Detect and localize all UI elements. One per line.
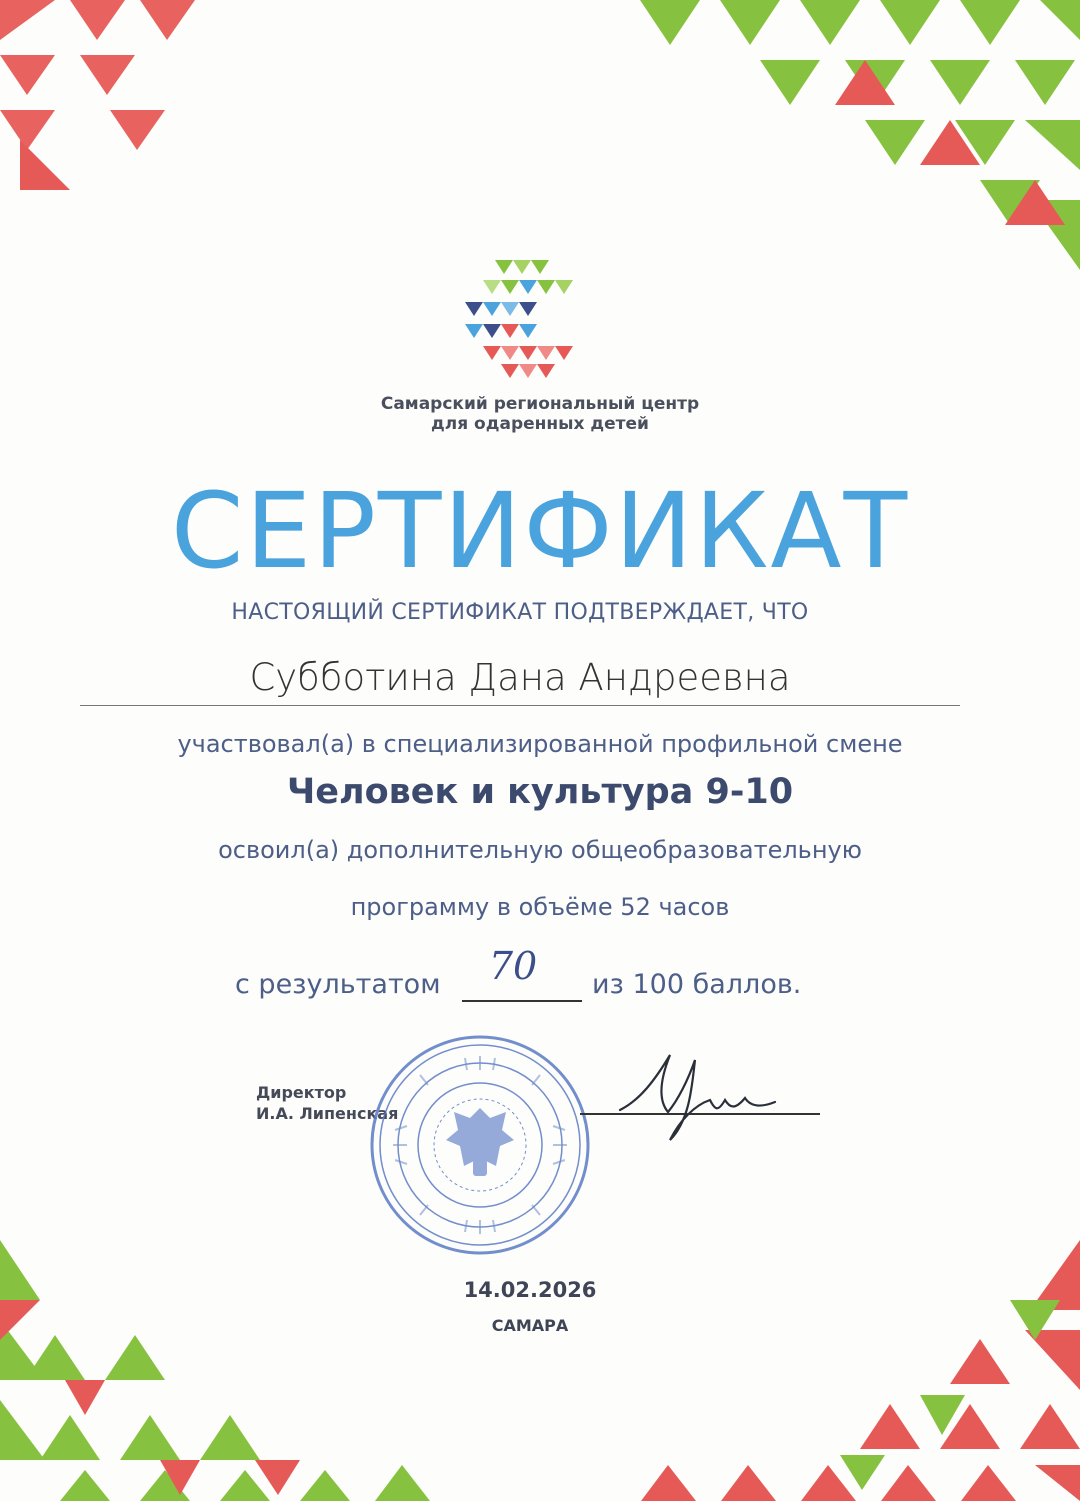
certificate-title: СЕРТИФИКАТ xyxy=(170,470,910,592)
organization-name-line-2: для одаренных детей xyxy=(431,414,649,434)
participation-text: участвовал(а) в специализированной профильной смене xyxy=(177,730,903,758)
triangle-c-logo-icon xyxy=(455,252,575,382)
score-suffix: из 100 баллов. xyxy=(592,969,802,1000)
signatory-name: И.А. Липенская xyxy=(256,1104,399,1123)
recipient-underline xyxy=(80,705,960,706)
score-prefix: с результатом xyxy=(235,969,441,1000)
mastered-text: освоил(а) дополнительную общеобразовательную xyxy=(218,836,862,864)
score-value: 70 xyxy=(488,944,538,988)
signature-icon xyxy=(600,1040,800,1150)
official-seal-icon xyxy=(365,1030,595,1260)
program-name: Человек и культура 9-10 xyxy=(286,772,794,812)
volume-text: программу в объёме 52 часов xyxy=(350,893,730,921)
issue-city: САМАРА xyxy=(491,1316,569,1335)
signatory-role: Директор xyxy=(256,1083,347,1102)
recipient-name: Субботина Дана Андреевна xyxy=(249,656,791,699)
issue-date: 14.02.2026 xyxy=(463,1278,597,1302)
corner-decoration-top-left xyxy=(0,0,200,210)
certificate-subtitle: НАСТОЯЩИЙ СЕРТИФИКАТ ПОДТВЕРЖДАЕТ, ЧТО xyxy=(231,600,809,625)
score-underline xyxy=(462,1000,582,1002)
organization-name-line-1: Самарский региональный центр xyxy=(380,394,700,414)
score-row xyxy=(0,944,1080,1006)
corner-decoration-top-right xyxy=(620,0,1080,280)
